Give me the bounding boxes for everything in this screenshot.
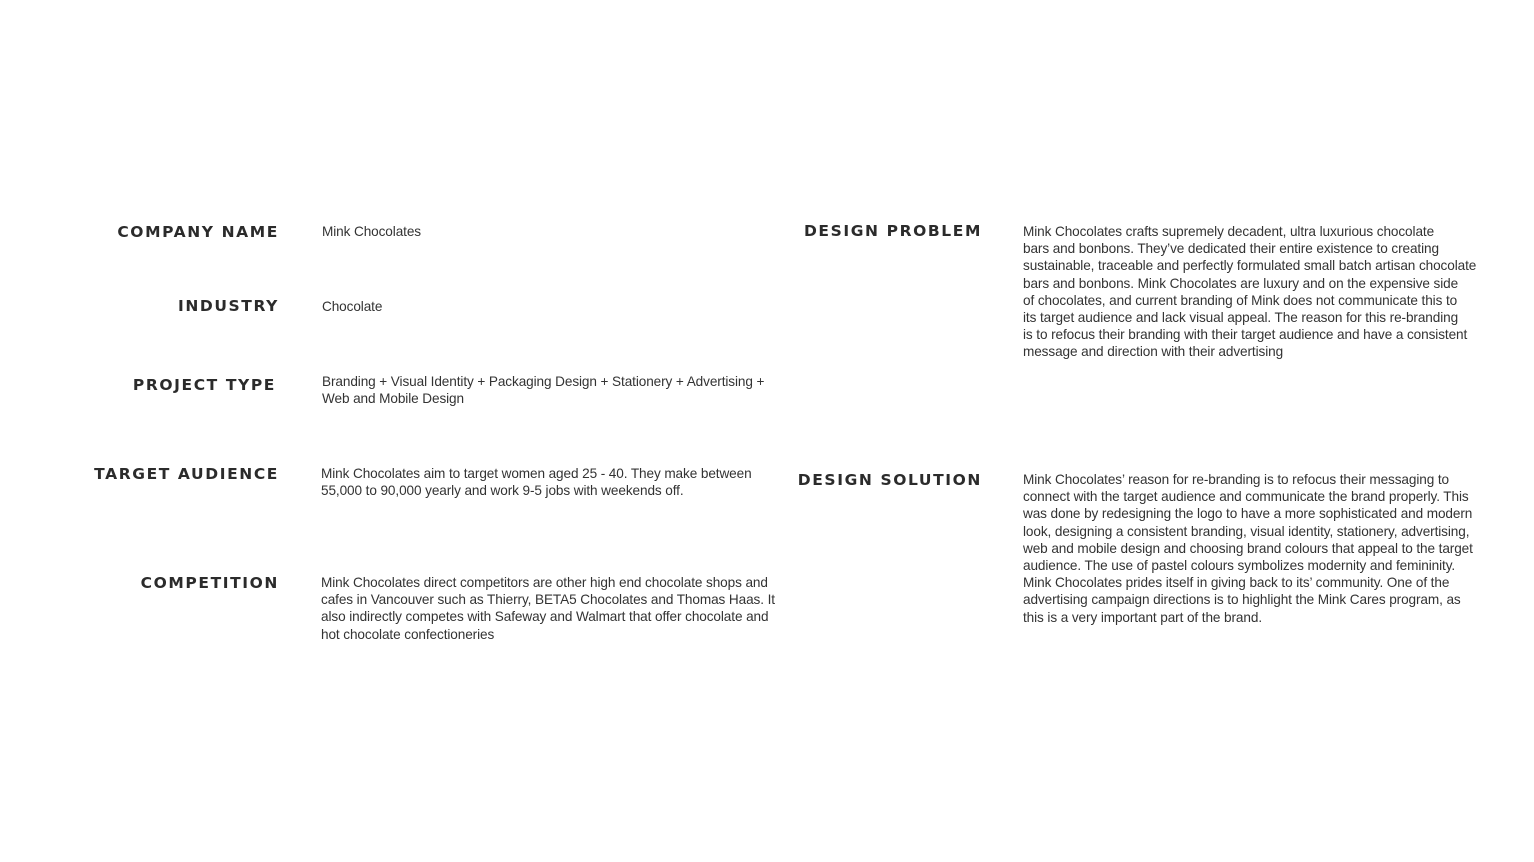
text-line: Mink Chocolates aim to target women aged 25 - 40. They make between — [321, 466, 752, 481]
text-line: Mink Chocolates prides itself in giving back to its’ community. One of the — [1023, 575, 1450, 591]
text-line: advertising campaign directions is to highlight the Mink Cares program, as — [1023, 592, 1461, 608]
text-line: look, designing a consistent branding, visual identity, stationery, advertising, — [1023, 523, 1470, 539]
industry-label: INDUSTRY — [177, 297, 279, 315]
company-name-value — [322, 223, 421, 240]
design-solution-value — [1023, 471, 1473, 626]
industry-value — [322, 298, 382, 315]
text-line: Mink Chocolates crafts supremely decadent, ultra luxurious chocolate — [1023, 224, 1435, 239]
text-line: this is a very important part of the brand. — [1023, 609, 1262, 625]
design-solution-label: DESIGN SOLUTION — [797, 471, 982, 489]
text-line: of chocolates, and current branding of Mink does not communicate this to — [1023, 292, 1458, 308]
text-line: bars and bonbons. Mink Chocolates are luxury and on the expensive side — [1023, 275, 1459, 291]
competition-label: COMPETITION — [140, 574, 279, 592]
design-problem-value — [1023, 223, 1476, 361]
text-line: web and mobile design and choosing brand colours that appeal to the target — [1023, 540, 1473, 556]
text-line: bars and bonbons. They’ve dedicated their entire existence to creating — [1023, 241, 1439, 257]
text-line: Mink Chocolates direct competitors are other high end chocolate shops and — [321, 575, 768, 590]
text-line: Web and Mobile Design — [322, 391, 464, 407]
text-line: its target audience and lack visual appeal. The reason for this re-branding — [1023, 310, 1459, 326]
text-line: connect with the target audience and communicate the brand properly. This — [1023, 489, 1469, 505]
competition-value — [321, 574, 775, 643]
text-line: audience. The use of pastel colours symbolizes modernity and femininity. — [1023, 558, 1456, 574]
text-line: was done by redesigning the logo to have a more sophisticated and modern — [1023, 506, 1473, 522]
text-line: sustainable, traceable and perfectly formulated small batch artisan chocolate — [1023, 258, 1477, 274]
company-name-label: COMPANY NAME — [117, 223, 279, 241]
project-type-value — [322, 373, 764, 407]
project-type-label: PROJECT TYPE — [132, 376, 276, 394]
text-line: hot chocolate confectioneries — [321, 626, 495, 642]
text-line: Chocolate — [322, 299, 383, 314]
text-line: Mink Chocolates — [322, 224, 421, 239]
target-audience-value — [321, 465, 752, 499]
text-line: 55,000 to 90,000 yearly and work 9-5 jobs with weekends off. — [321, 483, 684, 499]
text-line: Branding + Visual Identity + Packaging Design + Stationery + Advertising + — [322, 374, 765, 389]
text-line: Mink Chocolates’ reason for re-branding is to refocus their messaging to — [1023, 472, 1449, 487]
design-problem-label: DESIGN PROBLEM — [803, 222, 982, 240]
text-line: is to refocus their branding with their target audience and have a consistent — [1023, 327, 1468, 343]
text-line: also indirectly competes with Safeway and Walmart that offer chocolate and — [321, 609, 769, 625]
text-line: cafes in Vancouver such as Thierry, BETA5 Chocolates and Thomas Haas. It — [321, 592, 775, 608]
target-audience-label: TARGET AUDIENCE — [94, 465, 279, 483]
text-line: message and direction with their advertising — [1023, 344, 1284, 360]
